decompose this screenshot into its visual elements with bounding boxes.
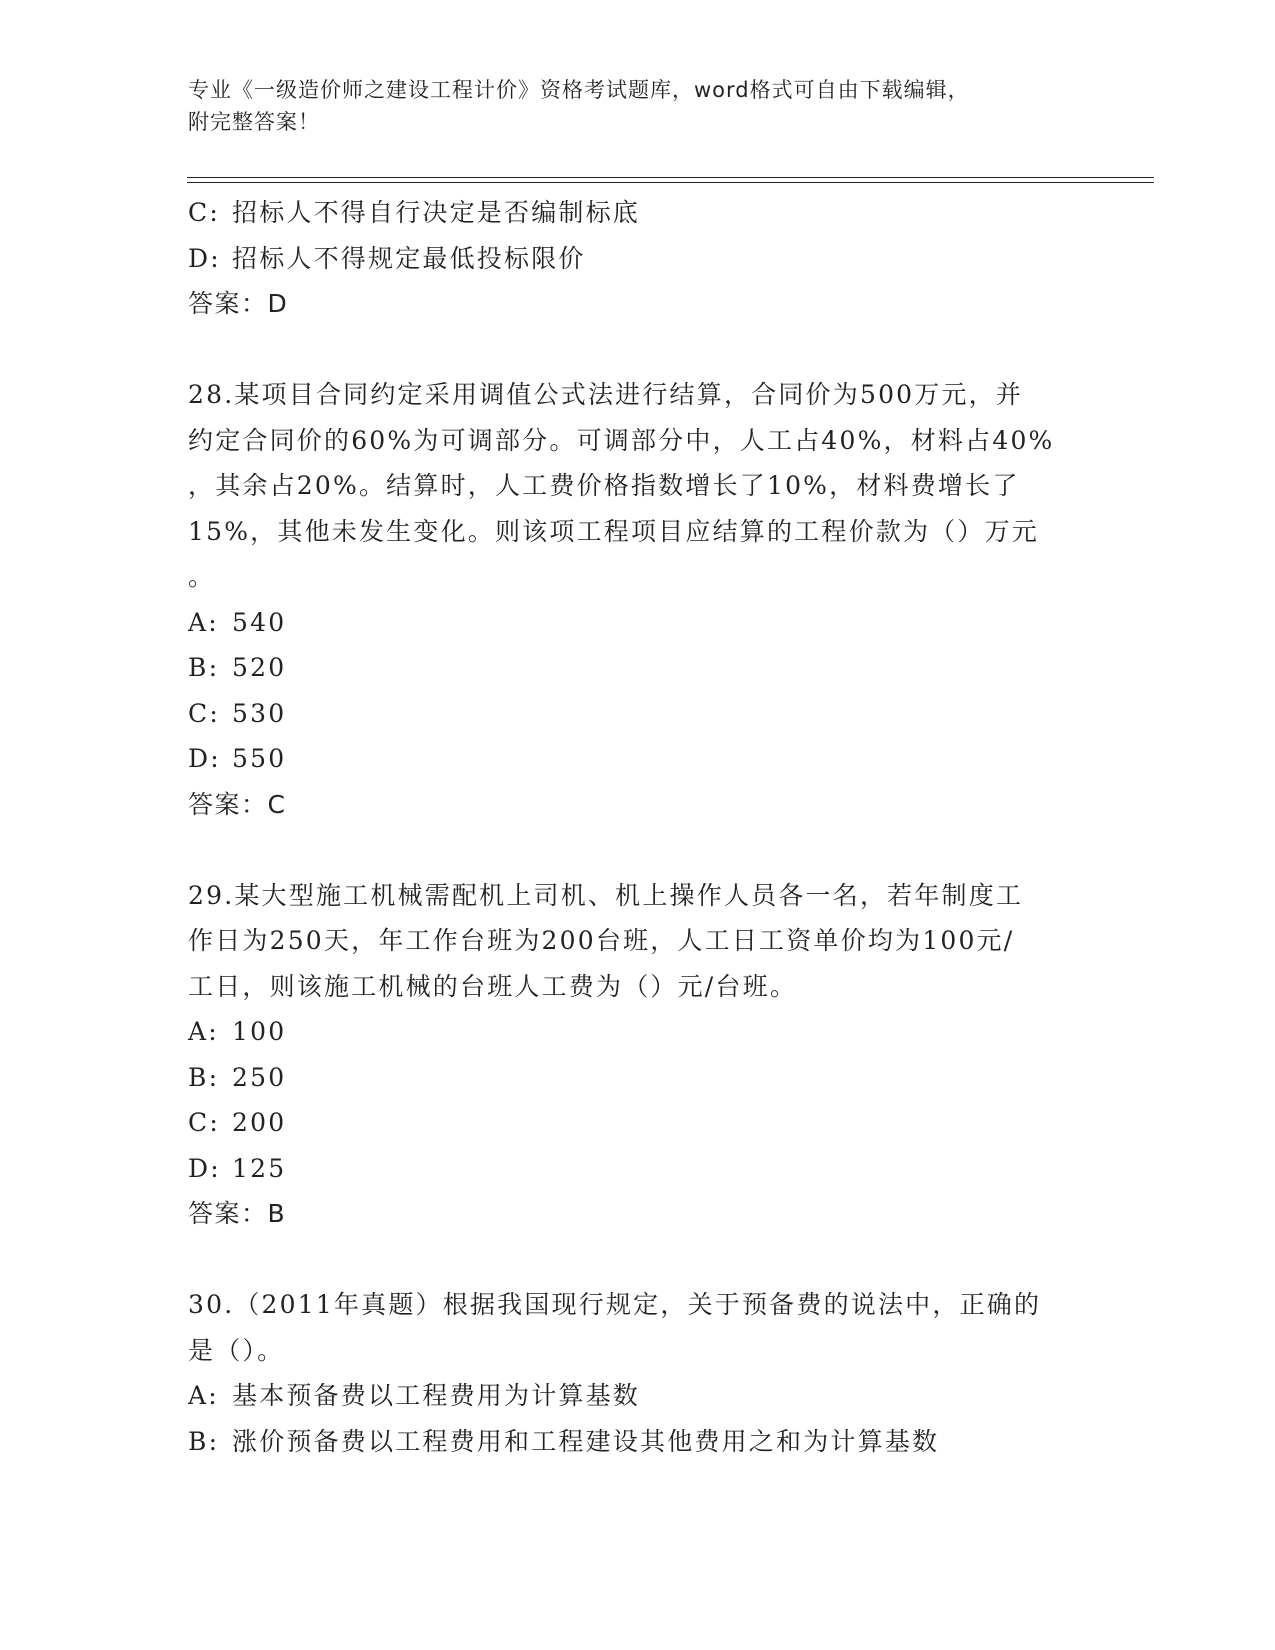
question-28 (188, 372, 1088, 827)
option-d: D: 125 (188, 1153, 287, 1183)
question-stem-line: ，其余占20%。结算时，人工费价格指数增长了10%，材料费增长了 (188, 471, 1020, 500)
option-a: A: 100 (188, 1017, 287, 1046)
question-29 (188, 873, 1088, 1237)
question-stem-line: 。 (188, 562, 216, 591)
question-stem-line: 15%，其他未发生变化。则该项工程项目应结算的工程价款为（）万元 (188, 516, 1039, 546)
header-line-1: 专业《一级造价师之建设工程计价》资格考试题库，word格式可自由下载编辑， (188, 78, 970, 102)
option-c: C: 200 (188, 1108, 287, 1137)
question-stem-line: 30.（2011年真题）根据我国现行规定，关于预备费的说法中，正确的 (188, 1290, 1042, 1319)
question-stem-line: 工日，则该施工机械的台班人工费为（）元/台班。 (188, 971, 798, 1001)
question-content (188, 190, 1088, 1464)
question-stem-line: 29.某大型施工机械需配机上司机、机上操作人员各一名，若年制度工 (188, 880, 1024, 910)
option-a: A: 基本预备费以工程费用为计算基数 (188, 1381, 641, 1410)
document-header (188, 74, 1068, 138)
header-line-2: 附完整答案！ (188, 110, 320, 134)
option-a: A: 540 (188, 607, 287, 637)
answer: 答案：C (188, 789, 287, 819)
option-c: C: 530 (188, 698, 287, 728)
option-d: D: 550 (188, 744, 287, 773)
question-stem-line: 是（）。 (188, 1335, 285, 1365)
option-c: C: 招标人不得自行决定是否编制标底 (188, 198, 641, 227)
question-stem-line: 作日为250天，年工作台班为200台班，人工日工资单价均为100元/ (188, 926, 1015, 955)
answer: 答案：D (188, 289, 289, 318)
header-divider-bottom (187, 182, 1154, 183)
option-b: B: 250 (188, 1062, 287, 1092)
header-divider-top (187, 177, 1154, 178)
question-stem-line: 28.某项目合同约定采用调值公式法进行结算，合同价为500万元，并 (188, 380, 1024, 409)
option-b: B: 涨价预备费以工程费用和工程建设其他费用之和为计算基数 (188, 1426, 940, 1456)
question-stem-line: 约定合同价的60%为可调部分。可调部分中，人工占40%，材料占40% (188, 425, 1055, 455)
option-d: D: 招标人不得规定最低投标限价 (188, 243, 586, 273)
question-30 (188, 1282, 1088, 1464)
answer: 答案：B (188, 1199, 287, 1228)
option-b: B: 520 (188, 653, 287, 682)
